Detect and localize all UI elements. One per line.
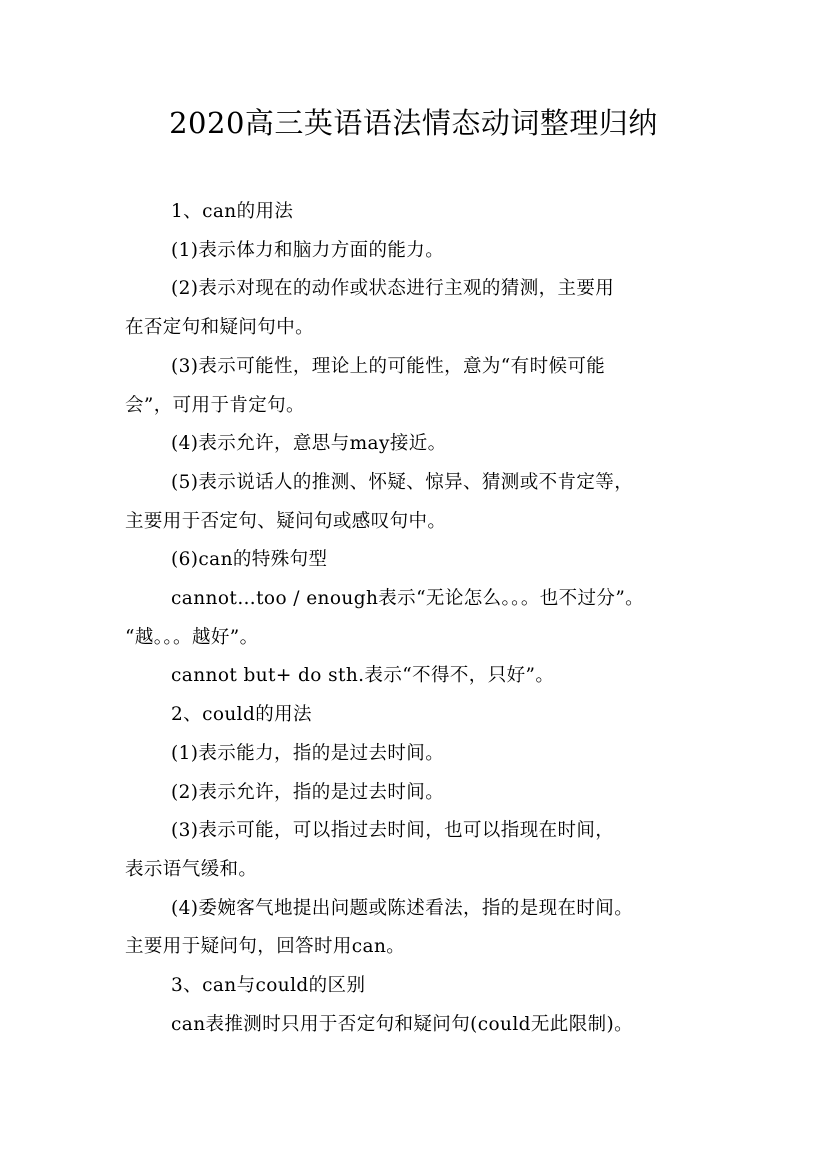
paragraph-line: 3、can与could的区别: [171, 975, 366, 997]
paragraph-line: can表推测时只用于否定句和疑问句(could无此限制)。: [171, 1013, 634, 1035]
paragraph-13: [125, 812, 735, 889]
paragraph-16: [125, 1006, 735, 1045]
paragraph-4: [125, 348, 735, 425]
document-body: [125, 193, 735, 1044]
paragraph-line: 会”，可用于肯定句。: [125, 394, 305, 416]
paragraph-10: [125, 696, 735, 735]
paragraph-8: [125, 580, 735, 657]
paragraph-12: [125, 774, 735, 813]
paragraph-line: (3)表示可能性，理论上的可能性，意为“有时候可能: [171, 355, 606, 377]
paragraph-line: cannot but+ do sth.表示“不得不，只好”。: [171, 665, 555, 687]
paragraph-line: (3)表示可能，可以指过去时间，也可以指现在时间，: [171, 820, 615, 842]
paragraph-5: [125, 425, 735, 464]
paragraph-9: [125, 657, 735, 696]
paragraph-line: (4)委婉客气地提出问题或陈述看法，指的是现在时间。: [171, 897, 634, 919]
paragraph-line: (2)表示允许，指的是过去时间。: [171, 781, 445, 803]
paragraph-line: (5)表示说话人的推测、怀疑、惊异、猜测或不肯定等，: [171, 471, 634, 493]
paragraph-line: 2、could的用法: [171, 704, 312, 726]
paragraph-line: 主要用于疑问句，回答时用can。: [125, 936, 406, 958]
page-title: 2020高三英语语法情态动词整理归纳: [169, 106, 658, 140]
paragraph-line: (2)表示对现在的动作或状态进行主观的猜测，主要用: [171, 278, 615, 300]
paragraph-line: 在否定句和疑问句中。: [125, 317, 315, 339]
paragraph-line: 表示语气缓和。: [125, 858, 258, 880]
paragraph-11: [125, 735, 735, 774]
paragraph-line: (1)表示体力和脑力方面的能力。: [171, 239, 445, 261]
paragraph-2: [125, 232, 735, 271]
paragraph-line: (6)can的特殊句型: [171, 549, 328, 571]
paragraph-7: [125, 541, 735, 580]
paragraph-line: cannot…too / enough表示“无论怎么。。。也不过分”。: [171, 588, 645, 610]
paragraph-line: 1、can的用法: [171, 201, 294, 222]
paragraph-3: [125, 270, 735, 347]
paragraph-line: 主要用于否定句、疑问句或感叹句中。: [125, 510, 447, 532]
paragraph-1: [125, 193, 735, 232]
paragraph-6: [125, 464, 735, 541]
paragraph-14: [125, 890, 735, 967]
paragraph-line: (4)表示允许，意思与may接近。: [171, 433, 447, 455]
paragraph-15: [125, 967, 735, 1006]
paragraph-line: “越。。。越好”。: [125, 626, 259, 648]
paragraph-line: (1)表示能力，指的是过去时间。: [171, 742, 445, 764]
